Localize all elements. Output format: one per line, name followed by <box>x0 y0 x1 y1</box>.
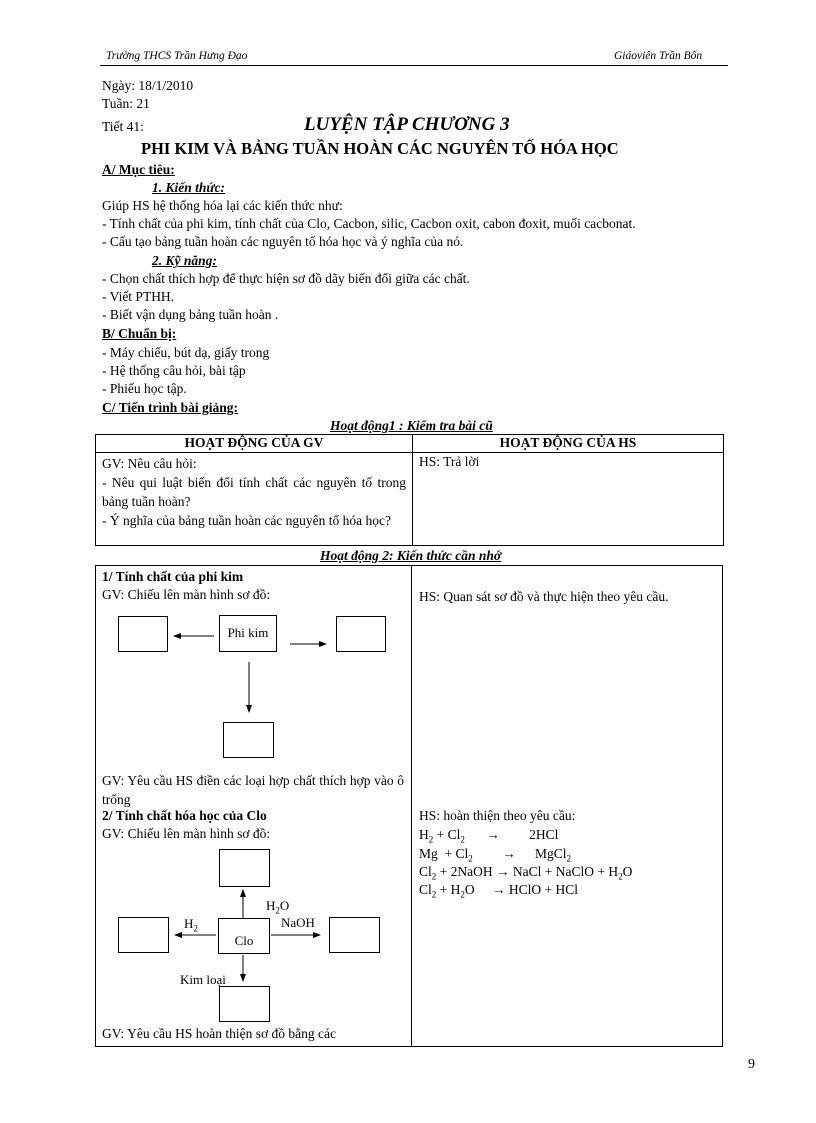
page-title: LUYỆN TẬP CHƯƠNG 3 <box>304 114 510 135</box>
header-teacher: Giáoviên Trần Bốn <box>614 50 703 62</box>
eq4-c: + H <box>436 882 461 897</box>
activity1-gv-line-3: - Ý nghĩa của bảng tuần hoàn các nguyên tố hóa học? <box>102 513 392 528</box>
diagram1-center-label: Phi kim <box>227 625 269 640</box>
eq3-r: NaCl + NaClO + H <box>512 864 619 879</box>
skills-heading-text: 2. Kỹ năng: <box>152 253 217 268</box>
eq4-a: Cl <box>419 882 432 897</box>
eq4-d: 2 <box>460 889 465 900</box>
activity1-gv-line-1: GV: Nêu câu hỏi: <box>102 456 197 471</box>
prep-item-3: - Phiếu học tập. <box>102 381 187 396</box>
sec2-heading: 2/ Tính chất hóa học của Clo <box>102 808 267 823</box>
sec1-heading: 1/ Tính chất của phi kim <box>102 569 244 584</box>
diagram2-h2-label <box>184 916 198 934</box>
eq2-rs: 2 <box>566 853 572 864</box>
knowledge-heading-text: 1. Kiến thức: <box>152 180 225 195</box>
sec2-gv-request: GV: Yêu cầu HS hoàn thiện sơ đồ bằng các <box>102 1026 336 1041</box>
equation-4 <box>419 881 578 904</box>
prep-heading-text: B/ Chuẩn bị: <box>102 326 177 341</box>
eq4-e: O <box>464 882 475 897</box>
diagram2-h2o-label <box>266 898 289 916</box>
process-heading-text: C/ Tiến trình bài giảng: <box>102 400 239 415</box>
diagram2-top-box <box>219 849 270 887</box>
diagram2-h2o-sub: 2 <box>275 905 280 916</box>
activity1-gv-line-2: - Nêu qui luật biến đổi tính chất các nguyên tố trong bảng tuần hoàn? <box>102 475 406 509</box>
eq1-r: 2HCl <box>529 827 559 842</box>
diagram2-h2-h: H <box>184 916 194 931</box>
date: Ngày: 18/1/2010 <box>102 78 194 93</box>
eq1-c: + Cl <box>433 827 461 842</box>
eq2-arrow: → <box>502 846 516 861</box>
diagram2-center-label: Clo <box>234 933 254 948</box>
objectives-heading-text: A/ Mục tiêu: <box>102 162 175 177</box>
diagram2-naoh-label: NaOH <box>281 915 315 930</box>
sec1-gv: GV: Chiếu lên màn hình sơ đồ: <box>102 587 271 602</box>
diagram2-bottom-box <box>219 986 270 1022</box>
eq2-a: Mg + Cl <box>419 846 469 861</box>
diagram2-h2o-h: H <box>266 898 276 913</box>
sec1-gv-request: GV: Yêu cầu HS điền các loại hợp chất thích hợp vào ô trống <box>102 773 404 807</box>
prep-item-1: - Máy chiếu, bút dạ, giấy trong <box>102 345 270 360</box>
week: Tuần: 21 <box>102 96 150 111</box>
eq1-b: 2 <box>428 834 434 845</box>
diagram2-h2-sub: 2 <box>193 923 198 934</box>
eq1-a: H <box>419 827 429 842</box>
eq3-re: O <box>622 864 633 879</box>
activity1-hs-text: HS: Trả lời <box>419 454 480 469</box>
eq4-r: HClO + HCl <box>508 882 579 897</box>
eq2-b: 2 <box>468 853 473 864</box>
diagram2-kimloai-label: Kim loại <box>180 972 226 987</box>
col-gv-header: HOẠT ĐỘNG CỦA GV <box>96 435 413 453</box>
col-hs-header: HOẠT ĐỘNG CỦA HS <box>413 435 724 453</box>
diagram2-h2o-o: O <box>279 898 290 913</box>
sec1-hs: HS: Quan sát sơ đồ và thực hiện theo yêu cầu. <box>419 589 669 604</box>
diagram2-center-box <box>218 918 270 954</box>
sec2-hs-heading: HS: hoàn thiện theo yêu cầu: <box>419 808 576 823</box>
knowledge-item-2: - Cấu tạo bảng tuần hoàn các nguyên tố hóa học và ý nghĩa của nó. <box>102 234 464 249</box>
knowledge-intro: Giúp HS hệ thống hóa lại các kiến thức như: <box>102 198 343 213</box>
page-number: 9 <box>748 1057 755 1072</box>
skills-item-3: - Biết vận dụng bảng tuần hoàn . <box>102 307 279 322</box>
lesson: Tiết 41: <box>102 119 144 134</box>
page-subtitle: PHI KIM VÀ BẢNG TUẦN HOÀN CÁC NGUYÊN TỐ HÓA HỌC <box>141 139 619 158</box>
header-school: Trường THCS Trần Hưng Đạo <box>106 50 248 62</box>
eq1-d: 2 <box>460 834 465 845</box>
eq4-b: 2 <box>431 889 437 900</box>
eq3-a: Cl <box>419 864 432 879</box>
skills-item-1: - Chọn chất thích hợp để thực hiện sơ đồ dãy biến đổi giữa các chất. <box>102 271 470 286</box>
knowledge-item-1: - Tính chất của phi kim, tính chất của Clo, Cacbon, silic, Cacbon oxit, cabon đoxit, muối cacbonat. <box>102 216 636 231</box>
eq3-b: 2 <box>431 871 437 882</box>
eq3-c: + 2NaOH <box>436 864 493 879</box>
diagram2-left-box <box>118 917 169 953</box>
eq1-arrow: → <box>486 827 500 842</box>
prep-item-2: - Hệ thống câu hỏi, bài tập <box>102 363 246 378</box>
eq2-r: MgCl <box>535 846 567 861</box>
sec2-gv: GV: Chiếu lên màn hình sơ đồ: <box>102 826 271 841</box>
eq4-arrow: → <box>492 882 506 897</box>
eq3-arrow: → <box>496 864 510 879</box>
skills-item-2: - Viết PTHH. <box>102 289 175 304</box>
eq3-rs: 2 <box>618 871 623 882</box>
diagram2-right-box <box>329 917 380 953</box>
activity1-title-text: Hoạt động1 : Kiểm tra bài cũ <box>330 418 493 433</box>
activity2-title-text: Hoạt động 2: Kiến thức cần nhớ <box>320 548 502 563</box>
